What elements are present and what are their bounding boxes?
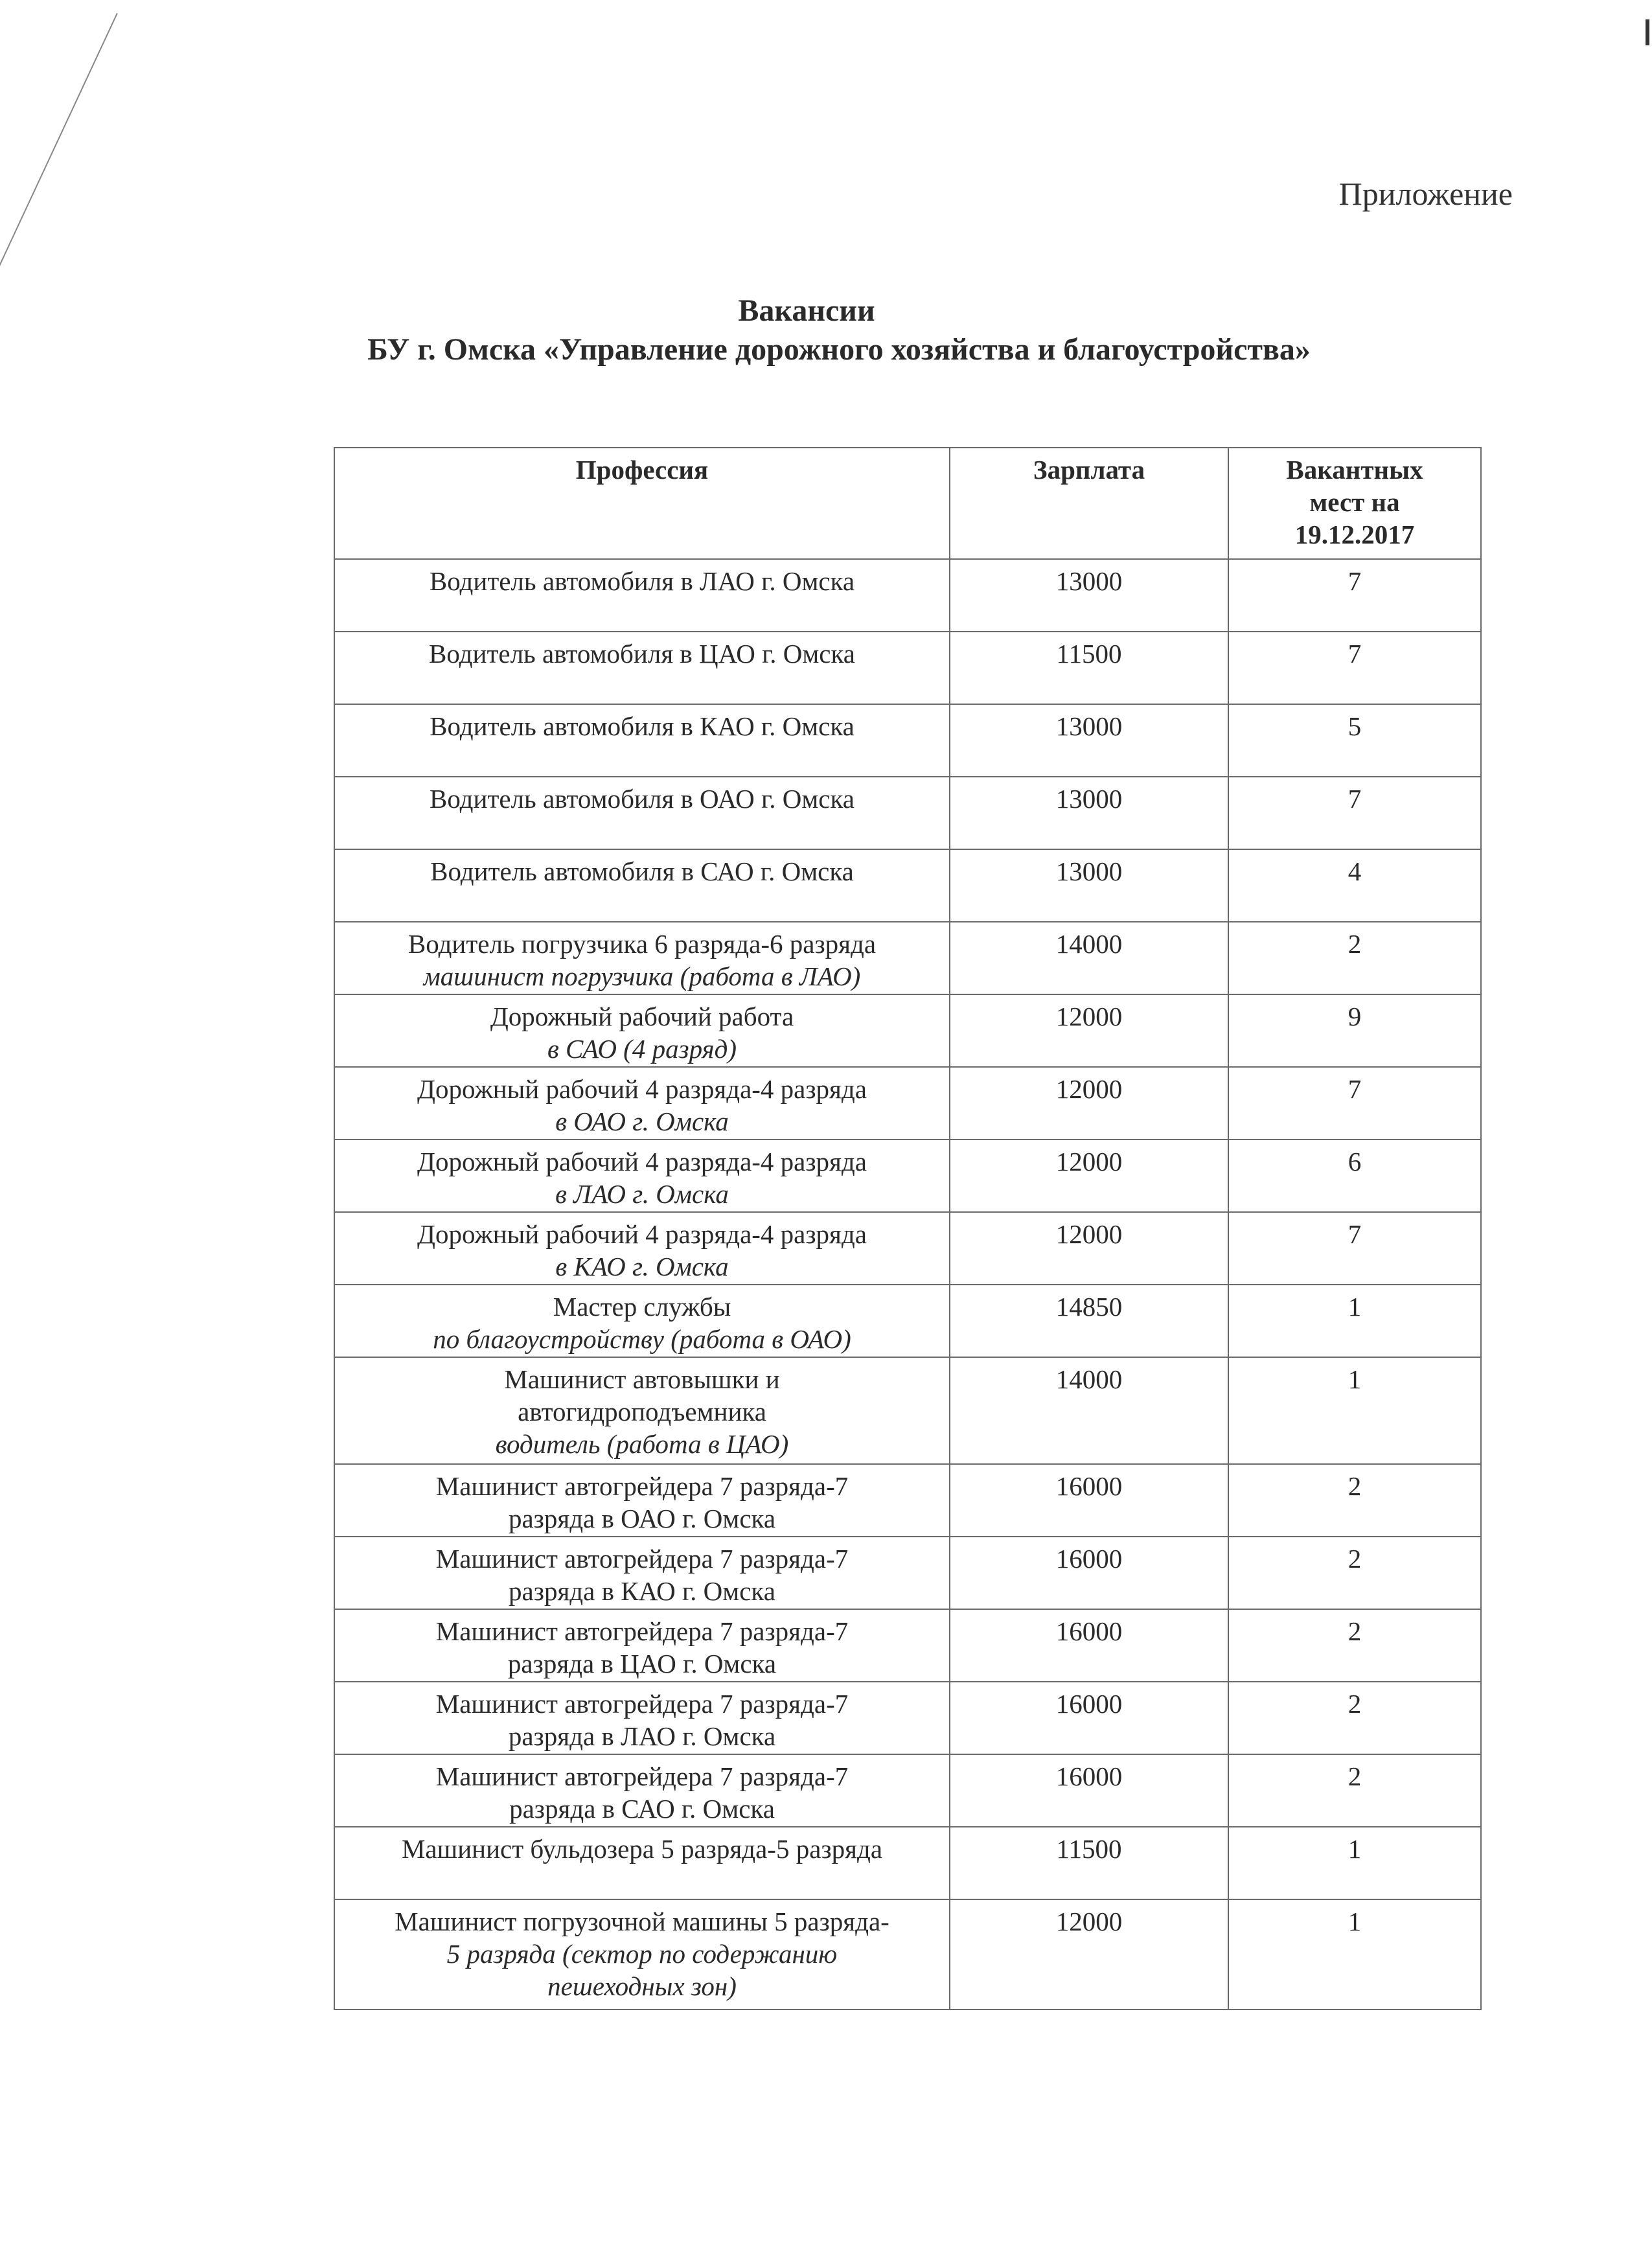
vacancy-count-cell: 7 — [1228, 777, 1481, 849]
table-header-row — [334, 448, 1481, 559]
salary-cell: 12000 — [950, 994, 1228, 1067]
salary-cell: 16000 — [950, 1464, 1228, 1537]
table-row — [334, 1067, 1481, 1140]
salary-cell: 12000 — [950, 1212, 1228, 1285]
salary-cell: 12000 — [950, 1067, 1228, 1140]
header-salary: Зарплата — [950, 448, 1228, 559]
salary-cell: 13000 — [950, 849, 1228, 922]
profession-cell: Мастер службы по благоустройству (работа в ОАО) — [334, 1285, 950, 1357]
table-row — [334, 849, 1481, 922]
profession-cell: Дорожный рабочий 4 разряда-4 разряда в ЛАО г. Омска — [334, 1140, 950, 1212]
profession-cell: Машинист автогрейдера 7 разряда-7 разряда в ОАО г. Омска — [334, 1464, 950, 1537]
profession-cell: Машинист автогрейдера 7 разряда-7 разряда в САО г. Омска — [334, 1754, 950, 1827]
salary-cell: 11500 — [950, 632, 1228, 704]
table-row — [334, 559, 1481, 632]
table-row — [334, 922, 1481, 994]
table-row — [334, 1754, 1481, 1827]
salary-cell: 12000 — [950, 1899, 1228, 2010]
profession-cell: Водитель погрузчика 6 разряда-6 разряда машинист погрузчика (работа в ЛАО) — [334, 922, 950, 994]
profession-cell: Машинист автовышки и автогидроподъемника водитель (работа в ЦАО) — [334, 1357, 950, 1464]
profession-cell: Дорожный рабочий 4 разряда-4 разряда в ОАО г. Омска — [334, 1067, 950, 1140]
profession-cell: Машинист бульдозера 5 разряда-5 разряда — [334, 1827, 950, 1899]
document-title — [0, 292, 1652, 369]
profession-cell: Машинист автогрейдера 7 разряда-7 разряда в ЦАО г. Омска — [334, 1609, 950, 1682]
table-row — [334, 1609, 1481, 1682]
salary-cell: 14000 — [950, 922, 1228, 994]
vacancy-count-cell: 9 — [1228, 994, 1481, 1067]
scan-edge-mark — [1646, 19, 1649, 45]
table-row — [334, 1140, 1481, 1212]
vacancy-count-cell: 1 — [1228, 1899, 1481, 2010]
profession-cell: Водитель автомобиля в ЛАО г. Омска — [334, 559, 950, 632]
header-profession: Профессия — [334, 448, 950, 559]
salary-cell: 13000 — [950, 704, 1228, 777]
vacancy-count-cell: 2 — [1228, 922, 1481, 994]
table-row — [334, 704, 1481, 777]
vacancy-count-cell: 7 — [1228, 1212, 1481, 1285]
salary-cell: 16000 — [950, 1682, 1228, 1754]
profession-cell: Водитель автомобиля в ЦАО г. Омска — [334, 632, 950, 704]
table-row — [334, 1464, 1481, 1537]
vacancy-count-cell: 5 — [1228, 704, 1481, 777]
table-row — [334, 994, 1481, 1067]
vacancy-count-cell: 2 — [1228, 1464, 1481, 1537]
vacancy-count-cell: 7 — [1228, 1067, 1481, 1140]
profession-cell: Дорожный рабочий работа в САО (4 разряд) — [334, 994, 950, 1067]
table-row — [334, 1682, 1481, 1754]
vacancy-count-cell: 4 — [1228, 849, 1481, 922]
vacancies-table — [334, 447, 1482, 2010]
vacancy-count-cell: 2 — [1228, 1537, 1481, 1609]
vacancy-count-cell: 1 — [1228, 1357, 1481, 1464]
profession-cell: Машинист автогрейдера 7 разряда-7 разряда в ЛАО г. Омска — [334, 1682, 950, 1754]
table-row — [334, 1212, 1481, 1285]
title-line-2: БУ г. Омска «Управление дорожного хозяйства и благоустройства» — [367, 332, 1311, 367]
profession-cell: Водитель автомобиля в ОАО г. Омска — [334, 777, 950, 849]
profession-cell: Машинист погрузочной машины 5 разряда- 5 разряда (сектор по содержанию пешеходных зон) — [334, 1899, 950, 2010]
title-line-1: Вакансии — [738, 293, 875, 328]
table-row — [334, 632, 1481, 704]
profession-cell: Машинист автогрейдера 7 разряда-7 разряда в КАО г. Омска — [334, 1537, 950, 1609]
table-row — [334, 1357, 1481, 1464]
salary-cell: 14850 — [950, 1285, 1228, 1357]
salary-cell: 13000 — [950, 559, 1228, 632]
salary-cell: 16000 — [950, 1537, 1228, 1609]
salary-cell: 14000 — [950, 1357, 1228, 1464]
vacancy-count-cell: 1 — [1228, 1827, 1481, 1899]
salary-cell: 13000 — [950, 777, 1228, 849]
table-row — [334, 1827, 1481, 1899]
vacancy-count-cell: 2 — [1228, 1682, 1481, 1754]
profession-cell: Водитель автомобиля в КАО г. Омска — [334, 704, 950, 777]
table-row — [334, 1537, 1481, 1609]
salary-cell: 16000 — [950, 1609, 1228, 1682]
appendix-label: Приложение — [1338, 176, 1513, 212]
salary-cell: 16000 — [950, 1754, 1228, 1827]
table-row — [334, 1899, 1481, 2010]
table-row — [334, 1285, 1481, 1357]
profession-cell: Дорожный рабочий 4 разряда-4 разряда в КАО г. Омска — [334, 1212, 950, 1285]
header-vacancies: Вакантных мест на 19.12.2017 — [1228, 448, 1481, 559]
vacancy-count-cell: 2 — [1228, 1609, 1481, 1682]
vacancy-count-cell: 6 — [1228, 1140, 1481, 1212]
profession-cell: Водитель автомобиля в САО г. Омска — [334, 849, 950, 922]
vacancy-count-cell: 7 — [1228, 632, 1481, 704]
table-row — [334, 777, 1481, 849]
vacancy-count-cell: 2 — [1228, 1754, 1481, 1827]
salary-cell: 12000 — [950, 1140, 1228, 1212]
vacancy-count-cell: 7 — [1228, 559, 1481, 632]
salary-cell: 11500 — [950, 1827, 1228, 1899]
vacancy-count-cell: 1 — [1228, 1285, 1481, 1357]
